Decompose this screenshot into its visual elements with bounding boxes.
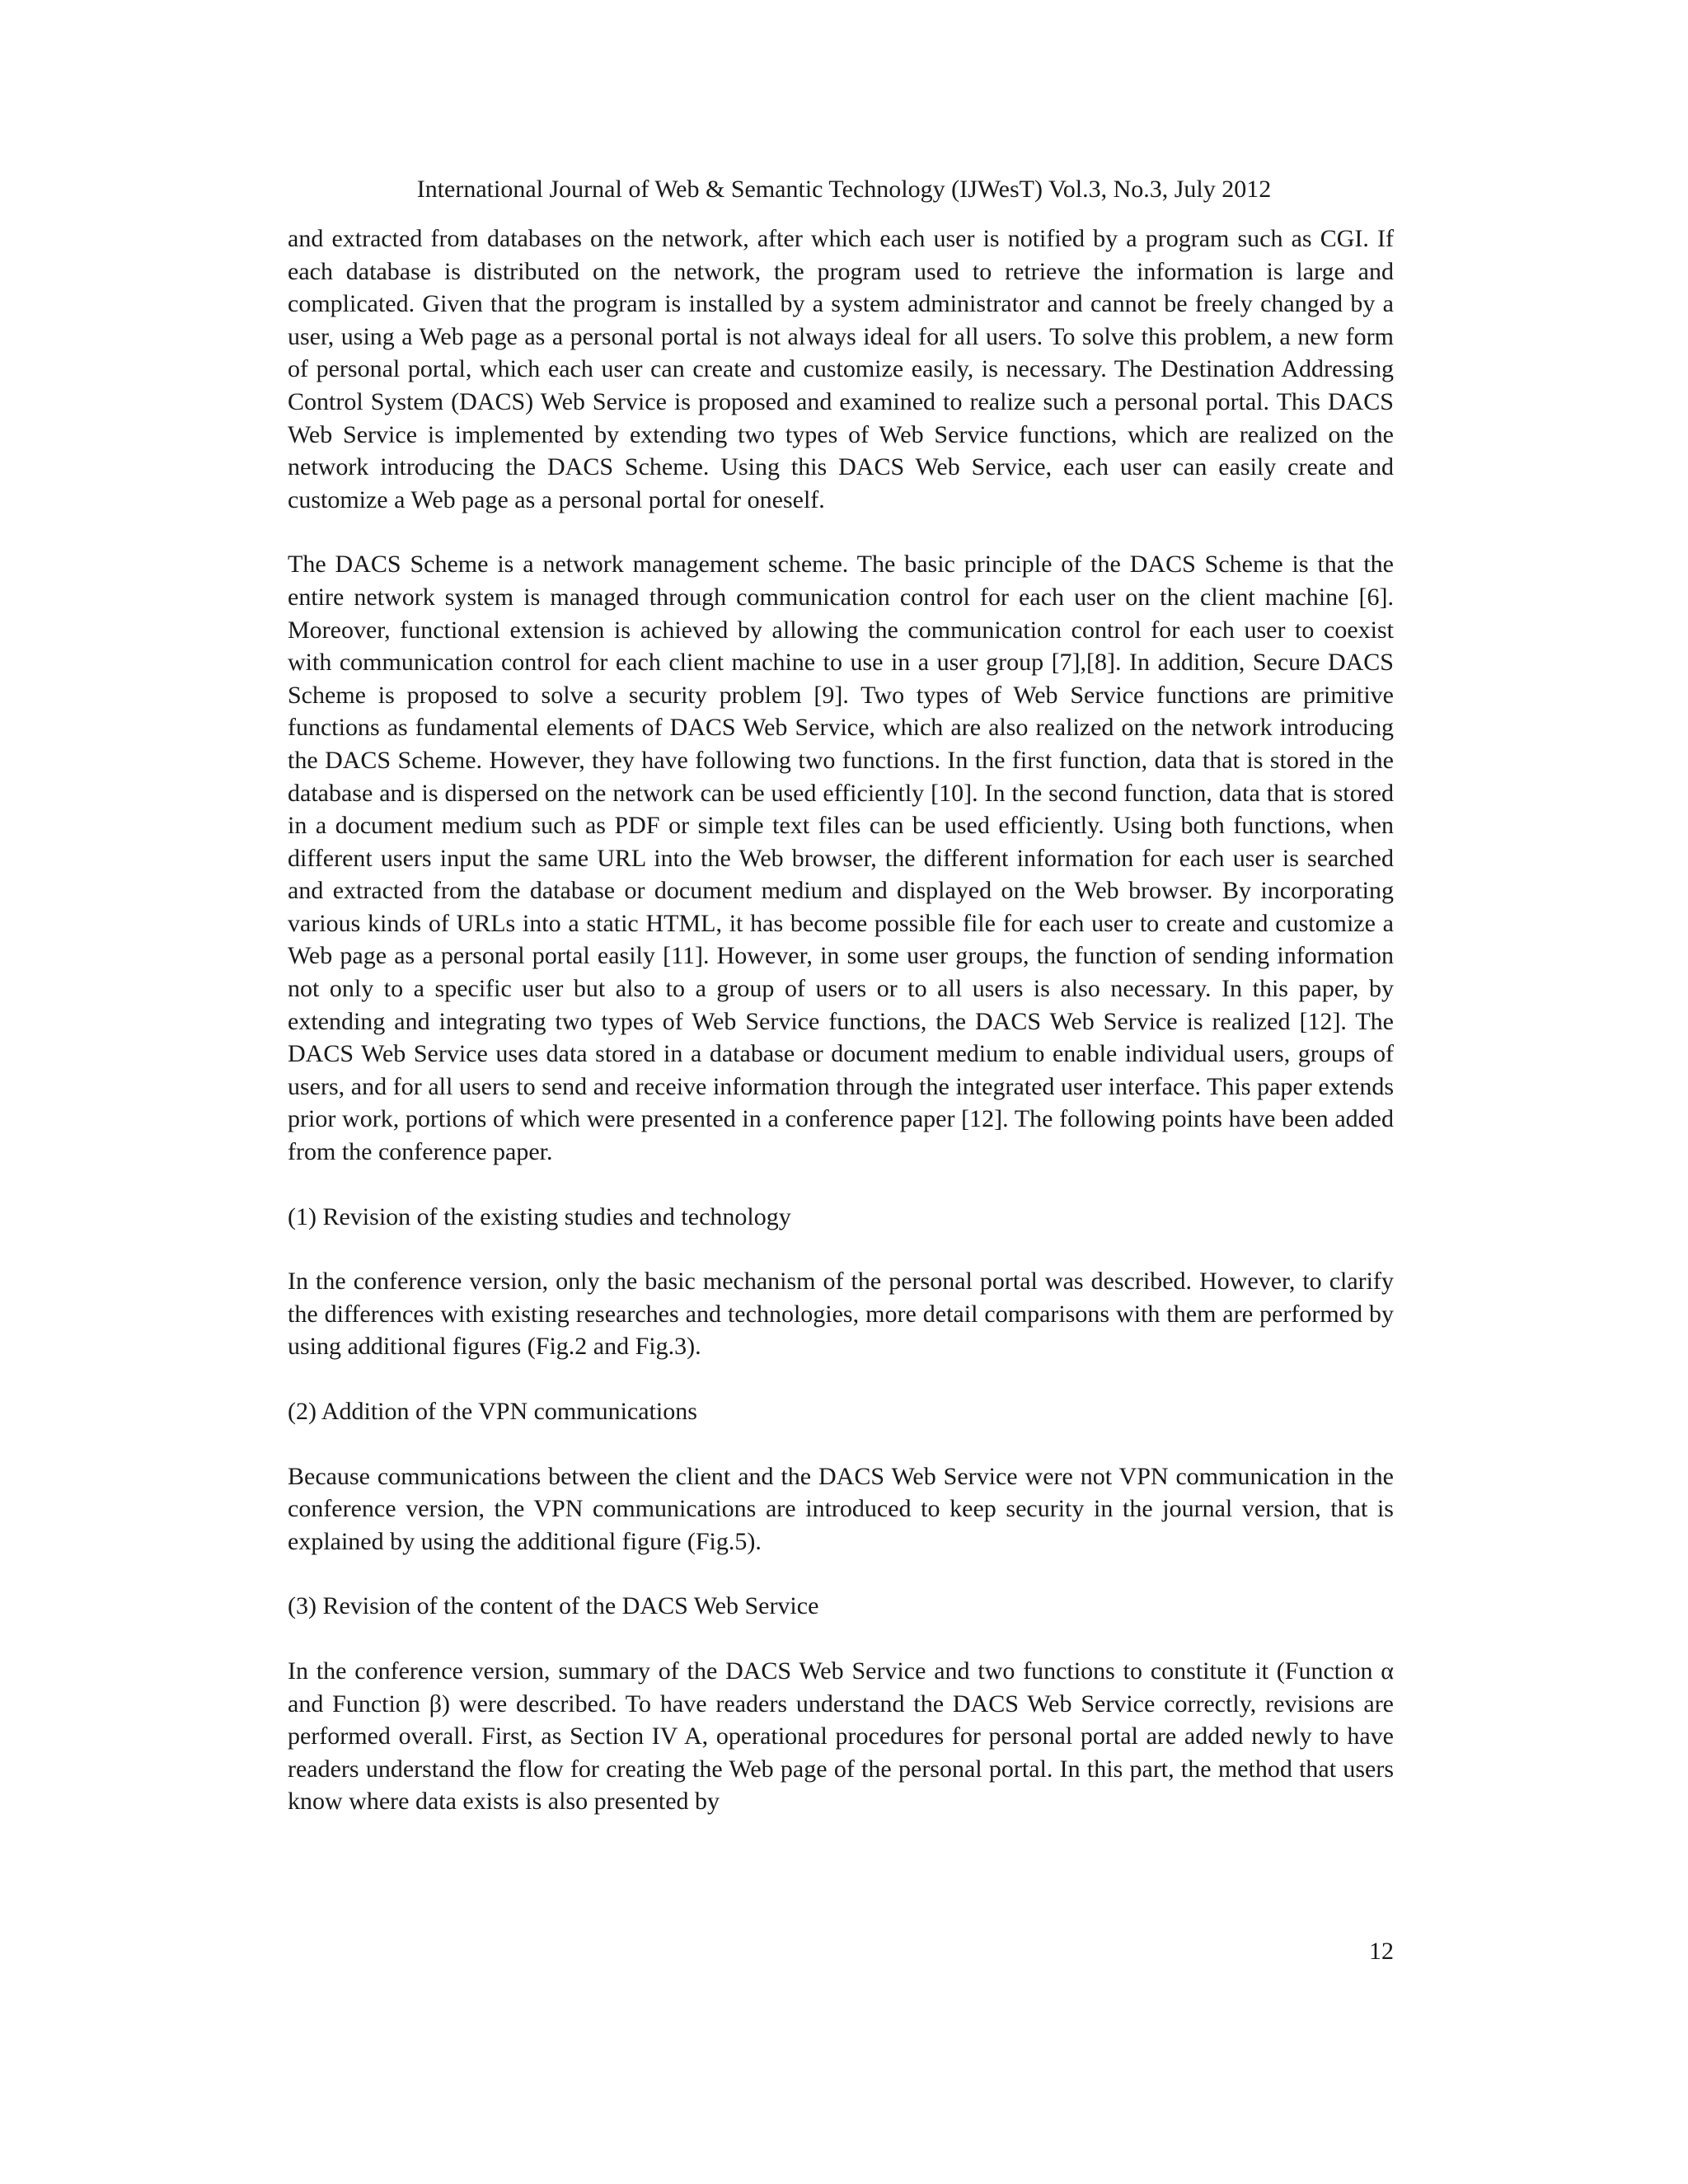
list-heading-revision-studies: (1) Revision of the existing studies and technology	[288, 1202, 791, 1230]
list-heading-revision-content: (3) Revision of the content of the DACS Web Service	[288, 1592, 819, 1620]
paragraph-dacs-scheme: The DACS Scheme is a network management scheme. The basic principle of the DACS Scheme is that the entire network system is managed through communication control for each user on the client machine [6]. Moreover, functional extension is achieved by allowing the communication control for each user to coexist with communication control for each client machine to use in a user group [7],[8]. In addition, Secure DACS Scheme is proposed to solve a security problem [9]. Two types of Web Service functions are primitive functions as fundamental elements of DACS Web Service, which are also realized on the network introducing the DACS Scheme. However, they have following two functions. In the first function, data that is stored in the database and is dispersed on the network can be used efficiently [10]. In the second function, data that is stored in a document medium such as PDF or simple text files can be used efficiently. Using both functions, when different users input the same URL into the Web browser, the different information for each user is searched and extracted from the database or document medium and displayed on the Web browser. By incorporating various kinds of URLs into a static HTML, it has become possible file for each user to create and customize a Web page as a personal portal easily [11]. However, in some user groups, the function of sending information not only to a specific user but also to a group of users or to all users is also necessary. In this paper, by extending and integrating two types of Web Service functions, the DACS Web Service is realized [12]. The DACS Web Service uses data stored in a database or document medium to enable individual users, groups of users, and for all users to send and receive information through the integrated user interface. This paper extends prior work, portions of which were presented in a conference paper [12]. The following points have been added from the conference paper.	[288, 551, 1394, 1166]
paragraph-revision-content: In the conference version, summary of the DACS Web Service and two functions to constitute it (Function α and Function β) were described. To have readers understand the DACS Web Service correctly, revisions are performed overall. First, as Section IV A, operational procedures for personal portal are added newly to have readers understand the flow for creating the Web page of the personal portal. In this part, the method that users know where data exists is also presented by	[288, 1657, 1394, 1816]
running-header: International Journal of Web & Semantic Technology (IJWesT) Vol.3, No.3, July 2012	[416, 176, 1272, 203]
paragraph-continued-intro: and extracted from databases on the network, after which each user is notified by a program such as CGI. If each database is distributed on the network, the program used to retrieve the information is large and complicated. Given that the program is installed by a system administrator and cannot be freely changed by a user, using a Web page as a personal portal is not always ideal for all users. To solve this problem, a new form of personal portal, which each user can create and customize easily, is necessary. The Destination Addressing Control System (DACS) Web Service is proposed and examined to realize such a personal portal. This DACS Web Service is implemented by extending two types of Web Service functions, which are realized on the network introducing the DACS Scheme. Using this DACS Web Service, each user can easily create and customize a Web page as a personal portal for oneself.	[288, 225, 1394, 513]
paragraph-revision-studies: In the conference version, only the basic mechanism of the personal portal was described. However, to clarify the differences with existing researches and technologies, more detail comparisons with them are performed by using additional figures (Fig.2 and Fig.3).	[288, 1268, 1394, 1361]
list-heading-vpn-addition: (2) Addition of the VPN communications	[288, 1398, 697, 1425]
page-number: 12	[1369, 1938, 1394, 1965]
body-text	[288, 223, 1394, 1818]
paragraph-vpn-addition: Because communications between the client and the DACS Web Service were not VPN communication in the conference version, the VPN communications are introduced to keep security in the journal version, that is explained by using the additional figure (Fig.5).	[288, 1462, 1394, 1555]
